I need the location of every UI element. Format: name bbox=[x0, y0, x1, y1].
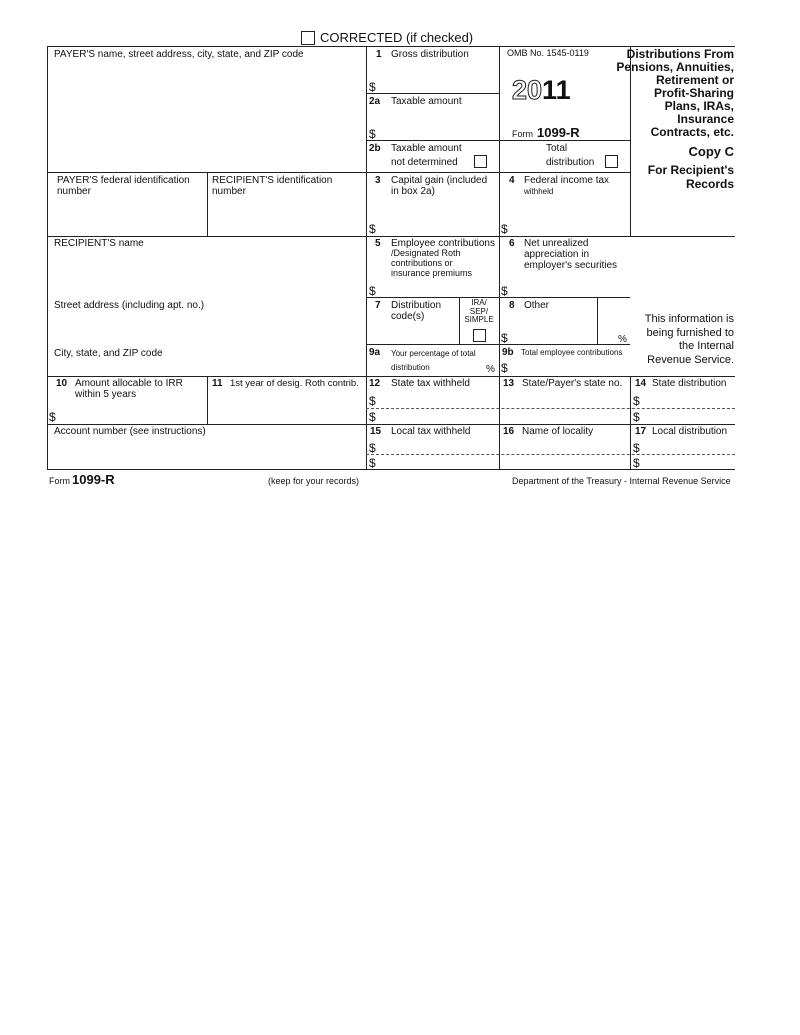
box16-locality-field-2[interactable] bbox=[501, 455, 628, 468]
box2b-not-determined-checkbox[interactable] bbox=[474, 155, 487, 168]
title-line: Plans, IRAs, bbox=[664, 99, 734, 113]
title-line: Insurance bbox=[677, 112, 734, 126]
box5-label-line4: insurance premiums bbox=[391, 268, 473, 278]
payer-fed-id-field[interactable] bbox=[49, 200, 205, 234]
box5-employee-contributions-field[interactable] bbox=[378, 280, 496, 296]
box12-state-tax-field-2[interactable] bbox=[378, 409, 496, 423]
box7-label-line2: code(s) bbox=[391, 311, 425, 322]
box7-ira-label bbox=[460, 299, 498, 325]
footer-form-word: Form bbox=[49, 476, 70, 486]
tax-year-outline: 20 bbox=[512, 75, 543, 105]
box10-label-line2: within 5 years bbox=[75, 389, 137, 400]
title-line: Contracts, etc. bbox=[650, 125, 734, 139]
box13-number: 13 bbox=[503, 378, 515, 389]
recipient-name-field[interactable] bbox=[49, 252, 364, 296]
city-state-zip-label: City, state, and ZIP code bbox=[54, 348, 163, 359]
recipient-name-label: RECIPIENT'S name bbox=[54, 238, 144, 249]
box17-local-distribution-field-2[interactable] bbox=[642, 455, 734, 468]
box4-number: 4 bbox=[509, 175, 515, 186]
box6-label-line1: Net unrealized bbox=[524, 238, 589, 249]
box8-number: 8 bbox=[509, 300, 515, 311]
box14-state-distribution-field-2[interactable] bbox=[642, 409, 734, 423]
box17-number: 17 bbox=[635, 426, 647, 437]
box17-label: Local distribution bbox=[652, 426, 728, 437]
box5-label-line1: Employee contributions bbox=[391, 238, 495, 249]
box15-local-tax-field-1[interactable] bbox=[378, 439, 496, 453]
box15-local-tax-field-2[interactable] bbox=[378, 455, 496, 468]
title-line: Distributions From bbox=[626, 47, 734, 61]
row-line-2a bbox=[366, 93, 499, 94]
row-line-9 bbox=[366, 344, 630, 345]
box1-label: Gross distribution bbox=[391, 49, 469, 60]
box14-number: 14 bbox=[635, 378, 647, 389]
form-word: Form bbox=[512, 129, 533, 139]
box10-dollar: $ bbox=[49, 410, 56, 424]
payer-block-label: PAYER'S name, street address, city, state, and ZIP code bbox=[54, 49, 304, 60]
copy-for-line1: For Recipient's bbox=[647, 163, 734, 177]
box11-label: 1st year of desig. Roth contrib. bbox=[230, 378, 359, 389]
col-divider-mid bbox=[499, 46, 500, 469]
box2b-number: 2b bbox=[369, 143, 381, 154]
info-line: the Internal bbox=[678, 340, 734, 352]
row-line-account bbox=[47, 424, 735, 425]
col-divider-box10-11 bbox=[207, 376, 208, 424]
box2a-label: Taxable amount bbox=[391, 96, 462, 107]
ira-line: IRA/ bbox=[471, 298, 487, 307]
street-address-field[interactable] bbox=[49, 314, 364, 344]
box6-net-unrealized-field[interactable] bbox=[511, 274, 627, 296]
box6-number: 6 bbox=[509, 238, 515, 249]
box11-number: 11 bbox=[212, 378, 223, 389]
corrected-label: CORRECTED (if checked) bbox=[320, 30, 474, 45]
box2a-taxable-amount-field[interactable] bbox=[378, 108, 496, 139]
box10-number: 10 bbox=[56, 378, 68, 389]
row-line-2b bbox=[366, 140, 630, 141]
recipient-id-label: RECIPIENT'S identification number bbox=[212, 175, 333, 197]
box9b-number: 9b bbox=[502, 347, 514, 358]
copy-label: Copy C bbox=[688, 144, 734, 159]
form-title bbox=[612, 48, 734, 139]
payer-name-address-field[interactable] bbox=[49, 62, 364, 170]
box3-dollar: $ bbox=[369, 222, 376, 236]
row-line-recipient bbox=[47, 236, 735, 237]
box9a-number: 9a bbox=[369, 347, 381, 358]
row-line-7-8 bbox=[366, 297, 630, 298]
box12-state-tax-field-1[interactable] bbox=[378, 392, 496, 407]
ira-sep-simple-checkbox[interactable] bbox=[473, 329, 486, 342]
col-divider-payer-ids bbox=[207, 172, 208, 236]
title-line: Profit-Sharing bbox=[654, 86, 734, 100]
footer-keep-records: (keep for your records) bbox=[268, 476, 360, 486]
box3-number: 3 bbox=[375, 175, 381, 186]
box1-dollar: $ bbox=[369, 80, 376, 94]
box9a-label-line2: distribution bbox=[391, 363, 430, 372]
box14-dollar-2: $ bbox=[633, 410, 640, 424]
col-divider-right-lower bbox=[630, 376, 631, 469]
box5-dollar: $ bbox=[369, 284, 376, 298]
footer-department: Department of the Treasury - Internal Revenue Service bbox=[512, 476, 731, 486]
box8-other-amount-field[interactable] bbox=[511, 314, 595, 343]
box7-distribution-code-field[interactable] bbox=[378, 324, 457, 343]
box9b-dollar: $ bbox=[501, 361, 508, 375]
ira-line: SEP/ bbox=[469, 306, 489, 316]
total-distribution-checkbox[interactable] bbox=[605, 155, 618, 168]
payer-fed-id-label: PAYER'S federal identification number bbox=[57, 175, 190, 197]
box9b-label: Total employee contributions bbox=[521, 348, 623, 357]
box15-dollar-1: $ bbox=[369, 441, 376, 455]
info-line: being furnished to bbox=[646, 326, 734, 339]
box12-label: State tax withheld bbox=[391, 378, 470, 389]
box5-label-line2: /Designated Roth bbox=[391, 248, 461, 258]
box12-dollar-1: $ bbox=[369, 394, 376, 408]
tax-year bbox=[512, 76, 571, 104]
ira-line: SIMPLE bbox=[464, 315, 494, 324]
box2a-dollar: $ bbox=[369, 127, 376, 141]
box15-label: Local tax withheld bbox=[391, 426, 471, 437]
box8-dollar: $ bbox=[501, 331, 508, 345]
box4-federal-tax-withheld-field[interactable] bbox=[511, 200, 627, 234]
box6-label-line3: employer's securities bbox=[524, 260, 618, 271]
copy-for-line2: Records bbox=[685, 177, 734, 191]
box6-label-line2: appreciation in bbox=[524, 249, 590, 260]
box12-dollar-2: $ bbox=[369, 410, 376, 424]
box8-percent: % bbox=[618, 334, 627, 345]
box17-dollar-2: $ bbox=[633, 456, 640, 470]
box5-number: 5 bbox=[375, 238, 381, 249]
footer-form-number: 1099-R bbox=[72, 472, 115, 487]
account-number-field[interactable] bbox=[49, 440, 364, 468]
box15-number: 15 bbox=[370, 426, 382, 437]
box8-other-percent-field[interactable] bbox=[599, 314, 617, 343]
title-line: Pensions, Annuities, bbox=[616, 60, 734, 74]
box8-label: Other bbox=[524, 300, 550, 311]
box4-label-line1: Federal income tax bbox=[524, 175, 610, 186]
box3-label-line2: in box 2a) bbox=[391, 186, 435, 197]
box2b-label-line2: not determined bbox=[391, 157, 458, 168]
box3-label-line1: Capital gain (included bbox=[391, 175, 488, 186]
box9b-total-employee-contrib-field[interactable] bbox=[511, 359, 627, 375]
tax-year-bold: 11 bbox=[542, 75, 571, 105]
box2a-number: 2a bbox=[369, 96, 381, 107]
box14-label: State distribution bbox=[652, 378, 727, 389]
title-line: Retirement or bbox=[655, 73, 734, 87]
box13-label: State/Payer's state no. bbox=[522, 378, 623, 389]
box2b-total-line1: Total bbox=[546, 143, 568, 154]
box12-number: 12 bbox=[369, 378, 381, 389]
account-number-label: Account number (see instructions) bbox=[54, 426, 206, 437]
box1-gross-distribution-field[interactable] bbox=[378, 62, 496, 92]
form-left-border bbox=[47, 46, 48, 469]
box9a-percent: % bbox=[486, 364, 495, 375]
box14-dollar-1: $ bbox=[633, 394, 640, 408]
box1-number: 1 bbox=[376, 49, 382, 60]
box17-local-distribution-field-1[interactable] bbox=[642, 439, 734, 453]
row-line-10 bbox=[47, 376, 735, 377]
box15-dollar-2: $ bbox=[369, 456, 376, 470]
box4-dollar: $ bbox=[501, 222, 508, 236]
box13-state-payer-no-field-1[interactable] bbox=[501, 392, 628, 407]
box16-label: Name of locality bbox=[522, 426, 594, 437]
box8-percent-divider bbox=[597, 297, 598, 344]
box7-number: 7 bbox=[375, 300, 381, 311]
box6-dollar: $ bbox=[501, 284, 508, 298]
form-number: 1099-R bbox=[537, 125, 580, 140]
corrected-checkbox[interactable] bbox=[301, 31, 315, 45]
city-state-zip-field[interactable] bbox=[49, 360, 364, 375]
box2b-label-line1: Taxable amount bbox=[391, 143, 462, 154]
box11-first-year-roth-field[interactable] bbox=[209, 392, 364, 423]
box9a-label-line1: Your percentage of total bbox=[391, 349, 476, 358]
street-address-label: Street address (including apt. no.) bbox=[54, 300, 205, 311]
box10-label-line1: Amount allocable to IRR bbox=[75, 378, 183, 389]
box10-amount-irr-field[interactable] bbox=[58, 402, 205, 423]
box17-dollar-1: $ bbox=[633, 441, 640, 455]
recipient-id-field[interactable] bbox=[209, 200, 364, 234]
box9a-percentage-field[interactable] bbox=[440, 360, 484, 375]
info-line: Revenue Service. bbox=[647, 353, 734, 366]
box4-label-line2: withheld bbox=[524, 187, 554, 196]
info-line: This information is bbox=[644, 313, 734, 325]
box16-locality-field-1[interactable] bbox=[501, 439, 628, 453]
box16-number: 16 bbox=[503, 426, 515, 437]
box3-capital-gain-field[interactable] bbox=[378, 200, 496, 234]
box14-state-distribution-field-1[interactable] bbox=[642, 392, 734, 407]
box9a-9b-divider bbox=[499, 297, 500, 376]
row-line-payer-end bbox=[47, 172, 630, 173]
col-divider-payer bbox=[366, 46, 367, 469]
box13-state-payer-no-field-2[interactable] bbox=[501, 409, 628, 423]
info-text bbox=[634, 313, 734, 367]
form-bottom-border bbox=[47, 469, 735, 470]
box2b-total-line2: distribution bbox=[546, 157, 595, 168]
omb-number: OMB No. 1545-0119 bbox=[507, 48, 589, 58]
box7-label-line1: Distribution bbox=[391, 300, 442, 311]
box5-label-line3: contributions or bbox=[391, 258, 453, 268]
